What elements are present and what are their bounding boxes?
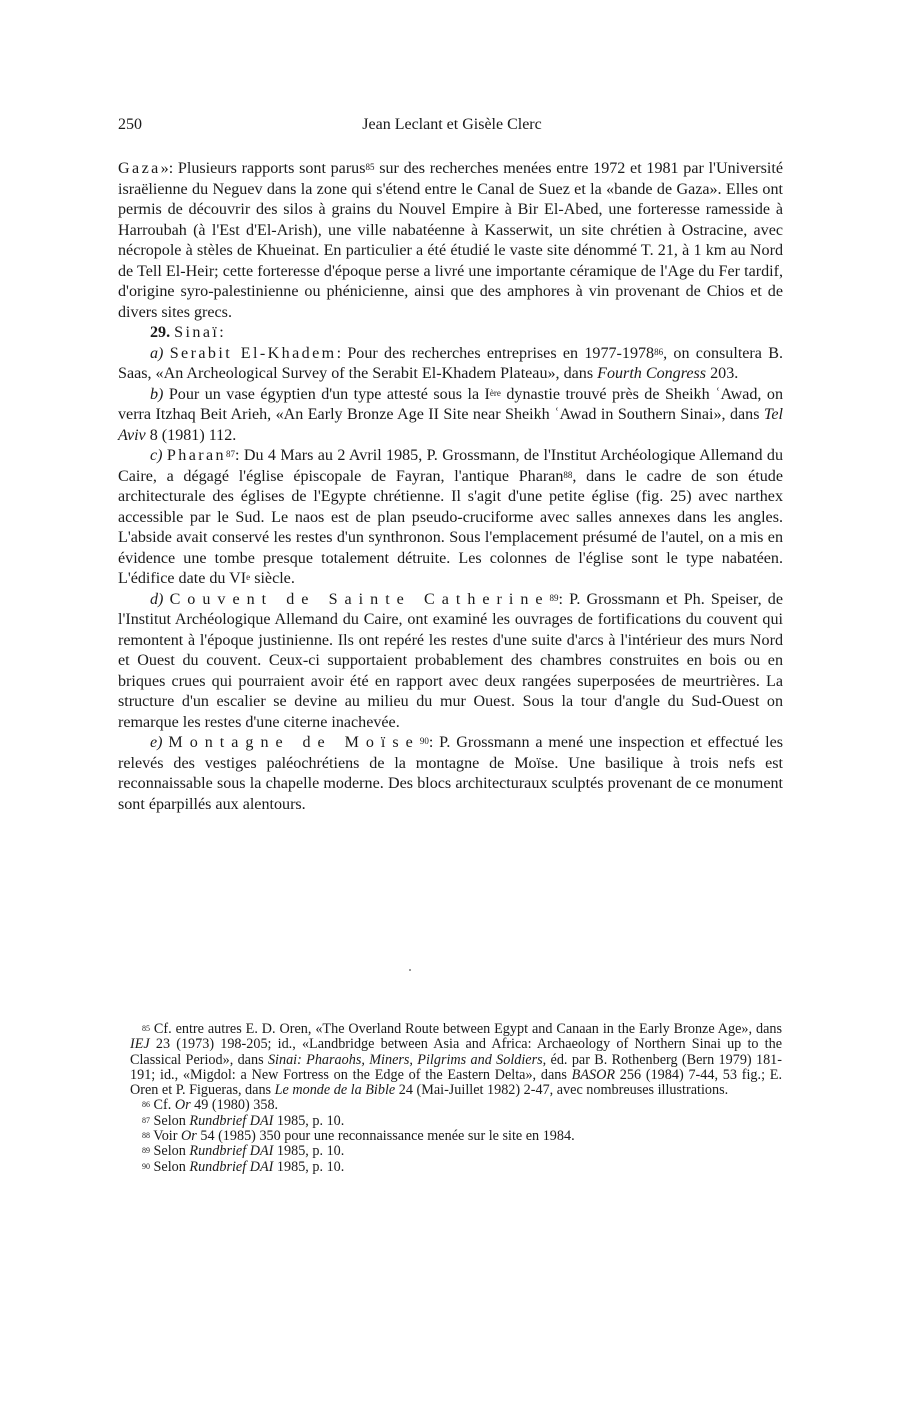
text-span: Cf.: [150, 1097, 175, 1114]
page-number: 250: [118, 116, 142, 133]
footnote-ref: 86: [654, 346, 664, 357]
italic-title: BASOR: [571, 1066, 615, 1083]
running-head: Jean Leclant et Gisèle Clerc: [362, 116, 542, 133]
text-span: sur des recherches menées entre 1972 et 1981 par l'Université israëlienne du Neguev dans la zone qui s'étend entre le Canal de Suez et la «bande de Gaza». Elles ont permis de découvrir des silos à grains du Nouvel Empire à Bir El-Abed, une forteresse ramesside à Harroubah (à l'Est d'El-Arish), une ville nabatéenne à Kasserwit, un site chrétien à Ostracine, avec nécropole à stèles de Khueinat. En particulier a été étudié le vaste site dénommé T. 21, à 1 km au Nord de Tell El-Heir; cette forteresse d'époque perse a livré une importante céramique de l'Age du Fer tardif, d'origine syro-palestinienne ou phénicienne, ainsi que des amphores à vin provenant de Chios et de divers sites grecs.: [118, 160, 783, 321]
separator-dot: [409, 969, 411, 971]
text-span: Selon: [150, 1143, 190, 1160]
italic-title: Or: [181, 1128, 197, 1145]
footnote-ref: 90: [419, 736, 429, 746]
text-span: Selon: [150, 1158, 190, 1175]
text-span: »: Plusieurs rapports sont parus: [160, 160, 366, 177]
text-span: Selon: [150, 1112, 190, 1129]
italic-title: Le monde de la Bible: [274, 1082, 396, 1099]
italic-title: Tel Aviv: [118, 406, 783, 444]
footnote-number: 88: [142, 1131, 150, 1141]
footnote-ref: 88: [563, 469, 573, 480]
footnote-number: 85: [142, 1024, 150, 1033]
paragraph-a: [118, 344, 783, 385]
footnote-number: 86: [142, 1100, 150, 1110]
text-span: 1985, p. 10.: [273, 1112, 345, 1129]
text-span: 1985, p. 10.: [273, 1158, 345, 1175]
paragraph-b: [118, 385, 783, 447]
italic-title: Sinai: Pharaohs, Miners, Pilgrims and Soldiers: [267, 1051, 543, 1068]
footnote-ref: 87: [226, 449, 235, 459]
text-span: Cf. entre autres E. D. Oren, «The Overland Route between Egypt and Canaan in the Early Bronze Age», dans: [150, 1021, 782, 1037]
italic-title: Fourth Congress: [597, 365, 707, 382]
footnote-88: [130, 1129, 782, 1144]
footnote-ref: 89: [549, 592, 559, 603]
main-text: [118, 159, 783, 815]
paragraph-e: [118, 733, 783, 815]
item-letter: c): [150, 447, 163, 464]
footnote-number: 90: [142, 1161, 150, 1171]
italic-title: Rundbrief DAI: [189, 1143, 274, 1160]
site-name: Pharan: [166, 447, 226, 464]
text-span: : Du 4 Mars au 2 Avril 1985, P. Grossmann, de l'Institut Archéologique Allemand du Caire, a dégagé l'église épiscopale de Fayran, l'antique Pharan: [118, 447, 784, 485]
superscript: e: [246, 572, 251, 582]
section-lead: Gaza: [118, 160, 161, 177]
text-span: dynastie trouvé près de Sheikh ʿAwad, on verra Itzhaq Beit Arieh, «An Early Bronze Age II Site near Sheikh ʿAwad in Southern Sinai», dans: [118, 385, 783, 423]
item-letter: b): [150, 385, 164, 403]
italic-title: Rundbrief DAI: [189, 1112, 274, 1129]
paragraph-c: [118, 446, 783, 590]
text-span: 54 (1985) 350 pour une reconnaissance menée sur le site en 1984.: [196, 1128, 575, 1145]
footnotes: [130, 1022, 782, 1175]
site-name: Couvent de Sainte Catherine: [169, 590, 550, 608]
page-header: [118, 116, 786, 138]
italic-title: IEJ: [130, 1036, 150, 1053]
text-span: 1985, p. 10.: [273, 1143, 345, 1160]
item-letter: a): [150, 344, 164, 362]
footnote-ref: 85: [365, 162, 375, 172]
text-span: , éd. par B. Rothenberg (Bern 1979) 181-191; id., «Migdol: a New Fortress on the Edge of the Eastern Delta», dans: [130, 1051, 782, 1083]
site-name: Serabit El-Khadem: [169, 344, 337, 362]
footnote-90: [130, 1160, 782, 1175]
item-letter: e): [150, 734, 163, 751]
text-span: 203.: [706, 365, 739, 382]
paragraph-d: [118, 590, 783, 734]
text-span: : P. Grossmann et Ph. Speiser, de l'Institut Archéologique Allemand du Caire, ont examiné les ouvrages de fortifications du couvent qui remontent à l'époque justinienne. Ils ont repéré les restes d'une suite d'arcs à l'intérieur des murs Nord et Ouest du couvent. Ceux-ci supportaient probablement des chambres construites en bois ou en briques crues qui pourraient avoir été en rapport avec deux rangées superposées de meurtrières. La structure d'un escalier se devine au milieu du mur Ouest. Sous la tour d'angle du Sud-Ouest on remarque les restes d'une citerne inachevée.: [118, 590, 783, 731]
text-span: 24 (Mai-Juillet 1982) 2-47, avec nombreuses illustrations.: [395, 1082, 729, 1099]
text-span: 49 (1980) 358.: [190, 1097, 279, 1114]
text-span: , on consultera B. Saas, «An Archeological Survey of the Serabit El-Khadem Plateau», dans: [118, 344, 783, 382]
italic-title: Rundbrief DAI: [189, 1158, 274, 1175]
text-span: 23 (1973) 198-205; id., «Landbridge between Asia and Africa: Archaeology of Northern Sinai up to the Classical Period», dans: [130, 1036, 782, 1068]
section-title: Sinaï:: [174, 324, 227, 341]
footnote-number: 87: [142, 1115, 150, 1125]
text-span: Pour un vase égyptien d'un type attesté sous la I: [163, 385, 490, 403]
footnote-89: [130, 1144, 782, 1159]
text-span: , dans le cadre de son étude architecturale des églises de l'Egypte chrétienne. Il s'agit d'une petite église (fig. 25) avec narthex accessible par le Sud. Le naos est de plan pseudo-cruciforme avec salles annexes dans les angles. L'abside avait conservé les restes d'un synthronon. Sous l'emplacement présumé de l'autel, on a mis en évidence une tombe presque totalement détruite. Les colonnes de l'église sont le type nabatéen. L'édifice date du VI: [118, 467, 783, 587]
text-span: 8 (1981) 112.: [145, 426, 237, 444]
paragraph-gaza: [118, 159, 783, 323]
site-name: Montagne de Moïse: [168, 734, 420, 751]
text-span: siècle.: [250, 570, 295, 587]
italic-title: Or: [174, 1097, 191, 1114]
footnote-number: 89: [142, 1146, 150, 1156]
text-span: Voir: [150, 1128, 182, 1145]
section-number: 29.: [150, 324, 171, 341]
section-heading-sinai: [118, 323, 783, 344]
item-letter: d): [150, 590, 164, 608]
superscript: ère: [489, 387, 501, 398]
text-span: 256 (1984) 7-44, 53 fig.; E. Oren et P. Figueras, dans: [130, 1066, 782, 1099]
footnote-86: [130, 1098, 782, 1113]
text-span: : Pour des recherches entreprises en 1977-1978: [336, 344, 655, 362]
text-span: : P. Grossmann a mené une inspection et effectué les relevés des vestiges paléochrétiens de la montagne de Moïse. Une basilique à trois nefs est reconnaissable sous la chapelle moderne. Des blocs architecturaux sculptés provenant de ce monument sont éparpillés aux alentours.: [118, 734, 783, 813]
footnote-87: [130, 1114, 782, 1129]
footnote-85: [130, 1022, 782, 1098]
